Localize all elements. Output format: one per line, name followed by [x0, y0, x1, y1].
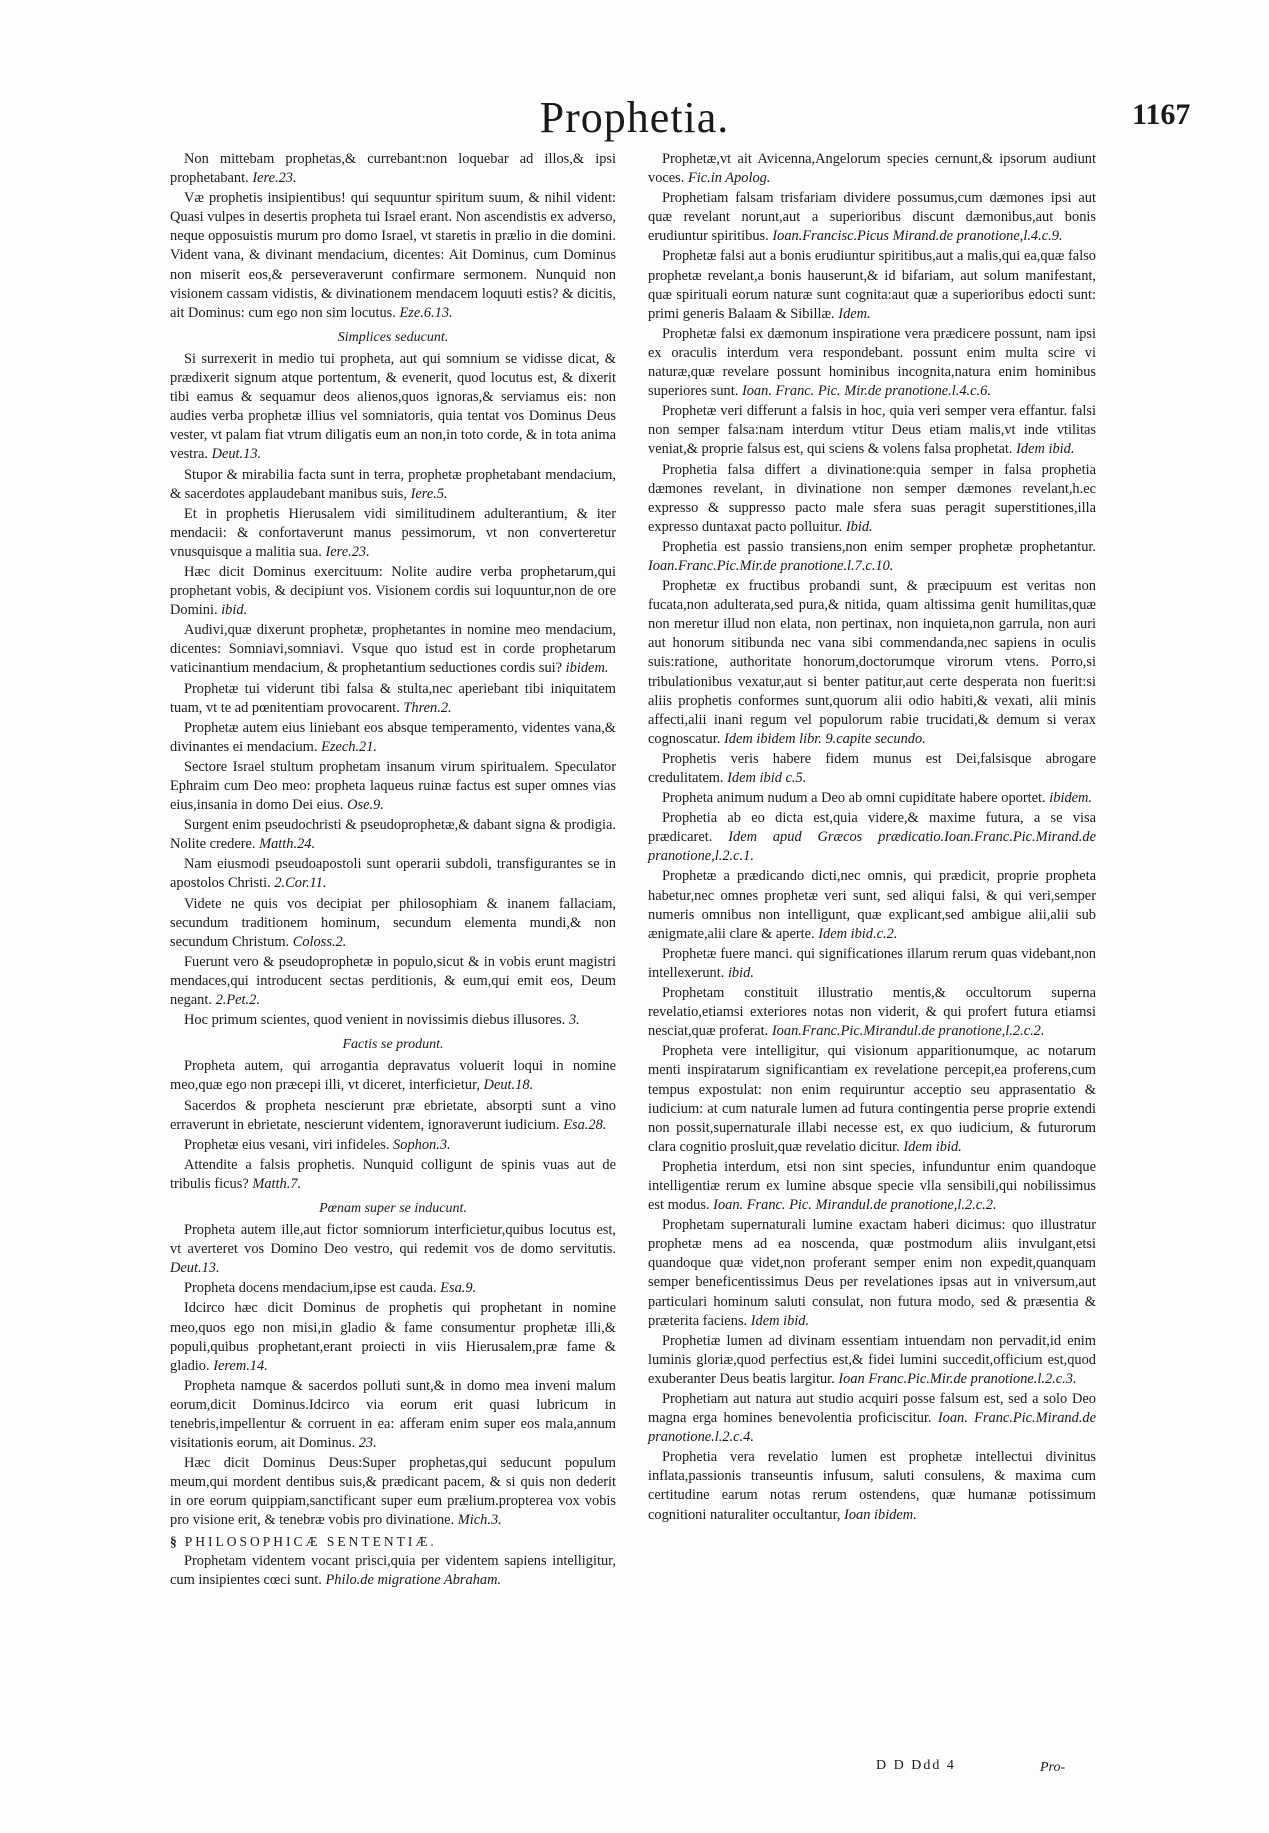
paragraph-text: Non mittebam prophetas,& currebant:non loquebar ad illos,& ipsi prophetabant.: [170, 151, 616, 187]
text-paragraph: [648, 1216, 1096, 1331]
text-paragraph: [170, 1156, 616, 1194]
paragraph-text: Sacerdos & propheta nescierunt præ ebrietate, absorpti sunt a vino erraverunt in ebrietate, nescierunt videntem, ignoraverunt iudicium.: [170, 1097, 616, 1133]
paragraph-text: Prophetia interdum, etsi non sint species, infunduntur enim quandoque intelligentiæ rerum ex lumine absque specie vlla sensibili,qui nobilissimus est modus.: [648, 1158, 1096, 1214]
citation: Ioan Franc.Pic.Mir.de pranotione.l.2.c.3.: [838, 1370, 1077, 1387]
text-paragraph: [648, 325, 1096, 401]
paragraph-text: Prophetia ab eo dicta est,quia videre,& maxime futura, a se visa prædicaret.: [648, 810, 1096, 846]
paragraph-text: Prophetæ falsi ex dæmonum inspiratione vera prædicere possunt, nam ipsi ex oraculis interdum vera respondebant. possunt enim multa scire vi naturæ,quæ revelare possunt hominibus incognita,natura enim hominibus superiores sunt.: [648, 325, 1096, 400]
citation: Idem.: [838, 305, 871, 322]
subheading: Factis se produnt.: [342, 1037, 444, 1053]
citation: Ibid.: [845, 518, 873, 535]
citation: Ioan ibidem.: [844, 1506, 917, 1523]
text-paragraph: [170, 816, 616, 854]
left-group-1: [170, 150, 616, 323]
paragraph-text: Prophetæ fuere manci. qui significationes illarum rerum quas videbant,non intellexerunt.: [648, 945, 1096, 981]
citation: Iere.5.: [410, 485, 448, 502]
paragraph-text: Et in prophetis Hierusalem vidi similitudinem adulterantium, & iter mendacii: & confortaverunt manus pessimorum, vt non converteretur vnusquisque a malitia sua.: [170, 505, 616, 560]
section-heading: [170, 1532, 616, 1551]
text-paragraph: [648, 538, 1096, 576]
text-paragraph: [648, 247, 1096, 323]
text-paragraph: [170, 505, 616, 562]
paragraph-text: Propheta namque & sacerdos polluti sunt,& in domo mea inveni malum eorum,dicit Dominus.Idcirco via eorum erit quasi lubricum in tenebris,impellentur & corruent in ea: afferam enim super eos mala,annum visitationis eorum, ait Dominus.: [170, 1377, 616, 1452]
citation: Idem ibid.: [1016, 441, 1075, 458]
citation: 2.Pet.2.: [215, 992, 260, 1009]
text-paragraph: [648, 150, 1096, 188]
text-paragraph: [648, 1448, 1096, 1524]
citation: ibid.: [727, 964, 754, 981]
text-paragraph: [170, 680, 616, 718]
paragraph-text: Surgent enim pseudochristi & pseudoprophetæ,& dabant signa & prodigia. Nolite credere.: [170, 817, 616, 853]
paragraph-text: Videte ne quis vos decipiat per philosophiam & inanem fallaciam, secundum traditionem hominum, secundum elementa mundi,& non secundum Christum.: [170, 895, 616, 950]
text-paragraph: [170, 1279, 616, 1298]
right-group-1: [648, 150, 1096, 1525]
text-paragraph: [648, 867, 1096, 943]
text-paragraph: [648, 1158, 1096, 1215]
text-paragraph: [170, 895, 616, 952]
signature-mark: D D Ddd 4: [876, 1758, 956, 1773]
paragraph-text: Propheta docens mendacium,ipse est cauda.: [184, 1280, 437, 1297]
citation: Deut.13.: [170, 1260, 220, 1277]
text-paragraph: [170, 189, 616, 323]
paragraph-text: Propheta autem ille,aut fictor somniorum interficietur,quibus locutus est, vt averteret vos Domino Deo vestro, qui redemit vos de domo servitutis.: [170, 1222, 616, 1258]
text-paragraph: [648, 809, 1096, 866]
text-paragraph: [170, 350, 616, 465]
paragraph-text: Prophetæ autem eius liniebant eos absque temperamento, videntes vana,& divinantes ei mendacium.: [170, 719, 616, 755]
text-paragraph: [170, 1377, 616, 1453]
citation: Ezech.21.: [321, 738, 378, 755]
citation: Matth.24.: [259, 836, 316, 853]
paragraph-text: Hoc primum scientes, quod venient in novissimis diebus illusores.: [184, 1012, 566, 1029]
paragraph-text: Prophetæ ex fructibus probandi sunt, & præcipuum est veritas non fucata,non adulterata,sed pura,& nitida, quam altissima genit humilitas,quæ non meretur illud non elata, non pertinax, non inquieta,non garrula, non auri aut honorum sitibunda nec vana sibi commendanda,nec sapiens in oculis suis:ratione, authoritate honorum,doctorumque virorum vtens. Porro,si tribulationibus vexatur,aut si benter patitur,aut certe desperata non fuerit:si aliis prophetis conformes sunt,quorum alii odio habiti,& vexati, alii minis affecti,alii inani regum vel populorum rabie trucidati,& demum si verax cognoscatur.: [648, 578, 1096, 747]
citation: Idem ibid c.5.: [727, 770, 807, 786]
citation: ibid.: [221, 602, 248, 619]
citation: Ose.9.: [347, 797, 384, 814]
left-group-2: [170, 350, 616, 1030]
text-paragraph: [170, 621, 616, 678]
text-paragraph: [170, 466, 616, 504]
paragraph-text: Attendite a falsis prophetis. Nunquid colligunt de spinis vuas aut de tribulis ficus?: [170, 1156, 616, 1192]
text-paragraph: [648, 577, 1096, 749]
text-paragraph: [648, 1042, 1096, 1157]
paragraph-text: Fuerunt vero & pseudoprophetæ in populo,sicut & in vobis erunt magistri mendaces,qui introducent sectas perditionis, & eum,qui emit eos, Deum negant.: [170, 953, 616, 1009]
text-paragraph: [648, 189, 1096, 246]
paragraph-text: Prophetia vera revelatio lumen est prophetæ intellectui divinitus inflata,passionis transeuntis infusum, saluti consulens, & maxima cum certitudine earum notas rerum ostendens, quæ humanæ potissimum cognitioni naturaliter occultantur,: [648, 1449, 1096, 1523]
citation: Eze.6.13.: [399, 304, 453, 321]
citation: ibidem.: [1049, 790, 1093, 807]
citation: Idem apud Græcos prædicatio.Ioan.Franc.Pic.Mirand.de pranotione,l.2.c.1.: [648, 829, 1096, 865]
citation: Ioan.Franc.Pic.Mir.de pranotione.l.7.c.10.: [648, 557, 894, 574]
text-paragraph: [170, 1454, 616, 1530]
citation: ibidem.: [565, 660, 609, 677]
citation: Ioan.Franc.Pic.Mirandul.de pranotione,l.2.c.2.: [771, 1023, 1045, 1040]
text-paragraph: [648, 461, 1096, 537]
page-title: Prophetia.: [539, 93, 730, 142]
text-paragraph: [170, 1011, 616, 1030]
citation: 23.: [358, 1435, 377, 1452]
paragraph-text: Prophetiam aut natura aut studio acquiri posse falsum est, sed a solo Deo magna erga homines benevolentia proficiscitur.: [648, 1391, 1096, 1427]
section-title: PHILOSOPHICÆ SENTENTIÆ.: [184, 1533, 437, 1549]
paragraph-text: Prophetæ falsi aut a bonis erudiuntur spiritibus,aut a malis,qui ea,quæ falso prophetæ revelant,a bonis hauserunt,& id bifariam, aut solum manifestant, quæ spirituali eorum naturæ sunt cognita:aut quæ a superioribus edocti sunt: primi generis Balaam & Sibillæ.: [648, 248, 1096, 322]
text-paragraph: [170, 1552, 616, 1590]
text-paragraph: [170, 1057, 616, 1095]
paragraph-text: Prophetiam falsam trisfariam dividere possumus,cum dæmones ipsi aut quæ revelant norunt,aut a superioribus discunt dæmonibus,aut bonis erudiuntur spiritibus.: [648, 190, 1096, 245]
text-paragraph: [170, 758, 616, 815]
text-paragraph: [170, 1221, 616, 1278]
paragraph-text: Idcirco hæc dicit Dominus de prophetis qui prophetant in nomine meo,quos ego non misi,in gladio & fame consumentur prophetæ illi,& populi,quibus prophetant,erant proiecti in viis Hierusalem,præ fame & gladio.: [170, 1300, 616, 1374]
paragraph-text: Propheta animum nudum a Deo ab omni cupiditate habere oportet.: [662, 790, 1046, 807]
paragraph-text: Prophetia est passio transiens,non enim semper prophetæ prophetantur.: [662, 538, 1096, 555]
text-paragraph: [170, 1136, 616, 1155]
catchword: Pro-: [1040, 1760, 1066, 1775]
left-group-4: [170, 1221, 616, 1531]
text-paragraph: [648, 789, 1096, 808]
text-paragraph: [170, 953, 616, 1010]
citation: Esa.9.: [440, 1280, 477, 1297]
citation: Esa.28.: [563, 1116, 607, 1133]
citation: 3.: [568, 1012, 580, 1029]
citation: Ioan. Franc. Pic. Mir.de pranotione.l.4.c.6.: [741, 383, 991, 400]
paragraph-text: Prophetam supernaturali lumine exactam haberi dicimus: quo illustratur prophetæ mens ad ea noscenda, quæ postmodum aliis invulgant,etsi quandoque quæ videt,non proferant semper enim non expedit,quanquam semper beneficentissimus Deus per revelationes ipsas aut in vniversum,aut particulari hominum saluti consulat, non futura modo, sed & præsentia & præterita faciens.: [648, 1217, 1096, 1329]
text-paragraph: [648, 750, 1096, 788]
paragraph-text: Hæc dicit Dominus exercituum: Nolite audire verba prophetarum,qui prophetant vobis, & decipiunt vos. Visionem cordis sui loquuntur,non de ore Domini.: [170, 563, 616, 619]
paragraph-text: Propheta autem, qui arrogantia depravatus voluerit loqui in nomine meo,quæ ego non præcepi illi, vt diceret, interficietur,: [170, 1058, 616, 1094]
text-paragraph: [170, 150, 616, 188]
citation: Ioan. Franc. Pic. Mirandul.de pranotione,l.2.c.2.: [713, 1197, 997, 1214]
citation: Thren.2.: [403, 699, 452, 716]
citation: Ierem.14.: [213, 1357, 268, 1374]
citation: Idem ibidem libr. 9.capite secundo.: [723, 730, 926, 747]
citation: Iere.23.: [252, 170, 297, 187]
citation: Idem ibid.: [903, 1138, 962, 1155]
subheading: Simplices seducunt.: [337, 329, 449, 345]
text-paragraph: [170, 1097, 616, 1135]
paragraph-text: Nam eiusmodi pseudoapostoli sunt operarii subdoli, transfigurantes se in apostolos Christi.: [170, 856, 616, 892]
text-paragraph: [170, 719, 616, 757]
paragraph-text: Prophetis veris habere fidem munus est Dei,falsisque abrogare credulitatem.: [648, 750, 1096, 786]
left-group-5: [170, 1552, 616, 1590]
citation: Idem ibid.: [750, 1312, 810, 1329]
paragraph-text: Prophetia falsa differt a divinatione:quia semper in falsa prophetia dæmones revelant, in divinatione non semper dæmones revelant,h.ec expresso & suppresso pacto male sfera suas peragit superstitiones,illa expresso duntaxat pacto polluitur.: [648, 461, 1096, 535]
paragraph-text: Propheta vere intelligitur, qui visionum apparitionumque, ac notarum menti inspiratarum significantiam ex revelatione percepit,ea proferens,cum tempus expostulat: non enim requiruntur acceptio seu apprasentatio & iudicium: at cum naturale lumen ad futura contingentia perse proprie extendi non possit,supernaturale illabi necesse est, ex quo iudicium, & futurorum clara cognitio prosluit,quæ revelatio dicitur.: [648, 1043, 1096, 1155]
paragraph-text: Si surrexerit in medio tui propheta, aut qui somnium se vidisse dicat, & prædixerit signum atque portentum, & evenerit, quod locutus est, & dixerit tibi eamus & sequamur deos alienos,quos ignoras,& serviamus eis: non audies verba prophetæ illius vel somniatoris, quia tentat vos Dominus Deus vester, vt palam fiat vtrum diligatis eum an non,in toto corde, & in tota anima vestra.: [170, 350, 616, 463]
citation: Coloss.2.: [292, 933, 347, 950]
paragraph-text: Audivi,quæ dixerunt prophetæ, prophetantes in nomine meo mendacium, dicentes: Somniavi,somniavi. Vsque quo istud est in corde prophetarum vaticinantium mendacium, & prophetantium seductiones cordis sui?: [170, 622, 616, 677]
paragraph-text: Prophetam videntem vocant prisci,quia per videntem sapiens intelligitur, cum insipientes cœci sunt.: [170, 1552, 616, 1588]
text-paragraph: [170, 855, 616, 893]
paragraph-text: Prophetiæ lumen ad divinam essentiam intuendam non pervadit,id enim luminis gloriæ,quod perfectius est,& fidei lumini succedit,officium est,quod exuberanter Deus beatis largitur.: [648, 1332, 1096, 1387]
paragraph-text: Hæc dicit Dominus Deus:Super prophetas,qui seducunt populum meum,qui mordent dentibus suis,& prædicant pacem, & si quis non dederit in ore eorum quippiam,sanctificant super eum prælium.propterea vox vobis pro visione erit, & tenebræ vobis pro divinatione.: [170, 1455, 616, 1529]
citation: Matth.7.: [252, 1175, 302, 1192]
paragraph-text: Prophetæ eius vesani, viri infideles.: [184, 1136, 390, 1153]
text-paragraph: [648, 945, 1096, 983]
paragraph-text: Prophetam constituit illustratio mentis,& occultorum superna revelatio,etiamsi exteriores notas non viderit, & qui profert futura etiamsi nesciat,quæ proferat.: [648, 985, 1096, 1040]
text-paragraph: [648, 984, 1096, 1041]
left-group-3: [170, 1057, 616, 1194]
citation: Deut.18.: [483, 1077, 534, 1094]
page-number: 1167: [1132, 98, 1191, 131]
citation: Mich.3.: [457, 1512, 502, 1529]
text-paragraph: [170, 563, 616, 620]
citation: Deut.13.: [211, 446, 262, 463]
left-column: [170, 150, 616, 1591]
citation: Ioan.Francisc.Picus Mirand.de pranotione,l.4.c.9.: [772, 228, 1063, 245]
citation: Sophon.3.: [393, 1136, 451, 1153]
paragraph-text: Prophetæ veri differunt a falsis in hoc, quia veri semper vera effantur. falsi non semper falsa:nam interdum vtitur Deus etiam malis,vt inde vtilitas veniat,& proprie falsus est, qui sciens & volens falsa prophetat.: [648, 403, 1096, 458]
paragraph-text: Sectore Israel stultum prophetam insanum virum spiritualem. Speculator Ephraim cum Deo meo: propheta laqueus ruinæ factus est super omnes vias eius,insania in domo Dei eius.: [170, 758, 616, 814]
citation: 2.Cor.11.: [274, 875, 327, 892]
paragraph-text: Prophetæ a prædicando dicti,nec omnis, qui prædicit, proprie propheta habetur,nec omnes prophetæ veri sunt, sed aliqui falsi, & qui veri,semper numeris omnibus non intelligunt, quæ explicant,sed ambigue alii,alii sub ænigmate,alii clare & aperte.: [648, 868, 1096, 942]
text-paragraph: [170, 1299, 616, 1375]
subheading: Pœnam super se inducunt.: [319, 1200, 467, 1216]
citation: Idem ibid.c.2.: [818, 925, 898, 942]
paragraph-text: Stupor & mirabilia facta sunt in terra, prophetæ prophetabant mendacium, & sacerdotes applaudebant manibus suis,: [170, 466, 616, 502]
citation: Philo.de migratione Abraham.: [325, 1571, 502, 1588]
citation: Fic.in Apolog.: [687, 170, 771, 187]
text-paragraph: [648, 1390, 1096, 1447]
paragraph-text: Prophetæ tui viderunt tibi falsa & stulta,nec aperiebant tibi iniquitatem tuam, vt te ad pœnitentiam provocarent.: [170, 680, 616, 716]
right-column: [648, 150, 1096, 1526]
citation: Iere.23.: [325, 543, 370, 560]
text-paragraph: [648, 402, 1096, 459]
text-paragraph: [648, 1332, 1096, 1389]
paragraph-text: Væ prophetis insipientibus! qui sequuntur spiritum suum, & nihil vident: Quasi vulpes in desertis propheta tui Israel erant. Non ascendistis ex adverso, neque opposuistis murum pro domo Israel, vt staretis in prælio in die domini. Vident vana, & divinant mendacium, dicentes: Ait Dominus, cum Dominus non miserit eos,& perseveraverunt confirmare sermonem. Nunquid non visionem cassam vidistis, & divinationem mendacem loquuti estis? & dicitis, ait Dominus: cum ego non sim locutus.: [170, 190, 616, 321]
paragraph-text: Prophetæ,vt ait Avicenna,Angelorum species cernunt,& ipsorum audiunt voces.: [648, 151, 1096, 187]
citation: Ioan. Franc.Pic.Mirand.de pranotione.l.2.c.4.: [648, 1410, 1097, 1446]
section-mark: §: [170, 1533, 177, 1549]
